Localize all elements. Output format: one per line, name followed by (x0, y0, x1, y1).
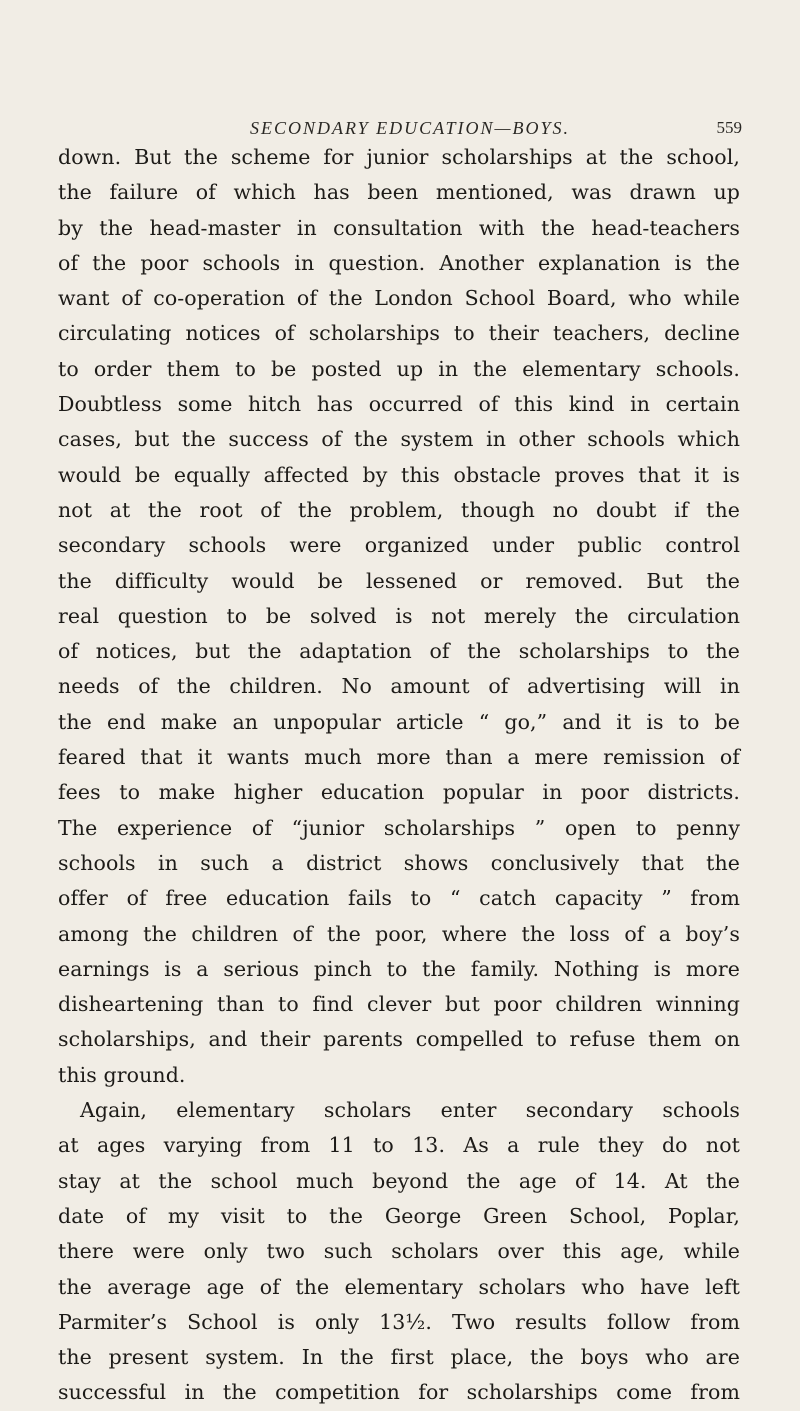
text-line: secondary schools were organized under public control (58, 533, 740, 558)
text-line: successful in the competition for scholarships come from (58, 1380, 740, 1405)
text-line: would be equally affected by this obstacle proves that it is (58, 462, 740, 487)
text-line: there were only two such scholars over this age, while (58, 1239, 740, 1264)
text-line: to order them to be posted up in the elementary schools. (58, 356, 740, 381)
text-line: feared that it wants much more than a mere remission of (58, 745, 740, 770)
text-line: Again, elementary scholars enter secondary schools (80, 1098, 740, 1123)
text-line: this ground. (58, 1062, 186, 1087)
text-line: circulating notices of scholarships to their teachers, decline (58, 321, 740, 346)
text-line: the failure of which has been mentioned, was drawn up (58, 180, 740, 205)
text-line: at ages varying from 11 to 13. As a rule they do not (58, 1133, 740, 1158)
text-line: needs of the children. No amount of advertising will in (58, 674, 740, 699)
text-line: earnings is a serious pinch to the family. Nothing is more (58, 956, 740, 981)
text-line: the difficulty would be lessened or removed. But the (58, 568, 740, 593)
text-line: cases, but the success of the system in other schools which (58, 427, 740, 452)
text-line: Parmiter’s School is only 13½. Two results follow from (58, 1309, 740, 1334)
running-title: SECONDARY EDUCATION—BOYS. (249, 118, 571, 138)
text-line: among the children of the poor, where the loss of a boy’s (58, 921, 740, 946)
text-line: schools in such a district shows conclusively that the (58, 850, 740, 875)
text-line: of notices, but the adaptation of the scholarships to the (58, 639, 740, 664)
text-line: fees to make higher education popular in poor districts. (58, 780, 740, 805)
text-line: the end make an unpopular article “ go,” and it is to be (58, 709, 740, 734)
text-line: of the poor schools in question. Another explanation is the (58, 250, 740, 275)
text-line: the present system. In the first place, the boys who are (58, 1345, 740, 1370)
text-line: not at the root of the problem, though no doubt if the (58, 497, 740, 522)
text-line: the average age of the elementary scholars who have left (58, 1274, 740, 1299)
text-line: disheartening than to find clever but poor children winning (58, 992, 740, 1017)
text-line: The experience of “junior scholarships ” open to penny (58, 815, 740, 840)
text-line: Doubtless some hitch has occurred of this kind in certain (58, 392, 740, 417)
body-text (58, 140, 740, 1411)
text-line: date of my visit to the George Green School, Poplar, (58, 1203, 740, 1228)
text-line: stay at the school much beyond the age of 14. At the (58, 1168, 740, 1193)
text-line: offer of free education fails to “ catch capacity ” from (58, 886, 740, 911)
text-line: by the head-master in consultation with the head-teachers (58, 215, 740, 240)
text-line: want of co-operation of the London School Board, who while (58, 286, 740, 311)
page-number: 559 (716, 118, 742, 137)
text-line: scholarships, and their parents compelled to refuse them on (58, 1027, 740, 1052)
text-line: real question to be solved is not merely the circulation (58, 603, 740, 628)
text-line: down. But the scheme for junior scholarships at the school, (58, 145, 740, 169)
